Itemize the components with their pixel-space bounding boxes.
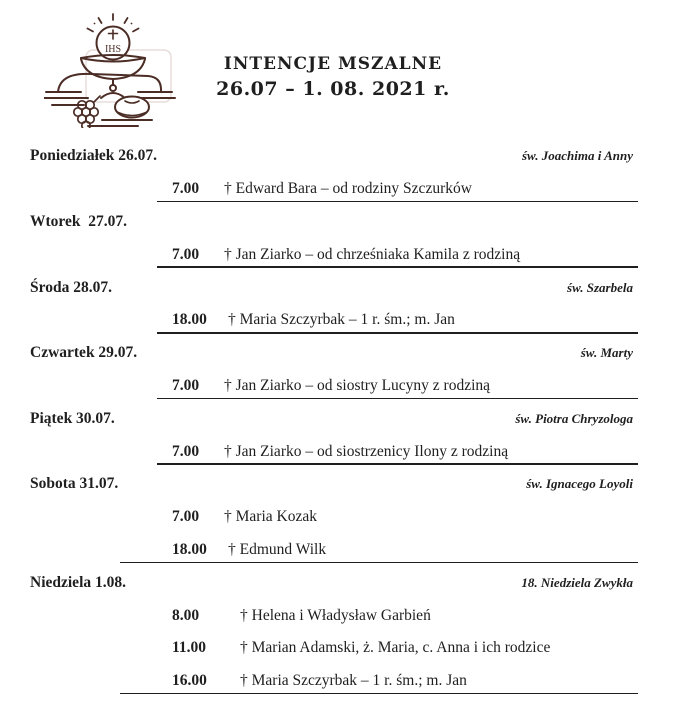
mass-time: 7.00 [172,376,200,394]
day-section [0,271,698,337]
mass-intention: † Maria Szczyrbak – 1 r. śm.; m. Jan [228,311,455,329]
separator-line [157,201,638,203]
grapes-icon [74,96,100,128]
mass-time: 7.00 [172,508,200,526]
day-section [0,402,698,468]
mass-time: 18.00 [172,540,207,558]
feast-note: św. Szarbela [567,279,633,295]
mass-intention: † Edmund Wilk [228,540,327,558]
mass-row [0,534,698,567]
day-header-row [0,140,698,173]
separator-line [157,332,638,334]
mass-intention: † Jan Ziarko – od chrześniaka Kamila z rodziną [224,245,521,263]
mass-intention: † Helena i Władysław Garbień [240,606,431,624]
day-header-row [0,402,698,435]
day-header-row [0,337,698,370]
mass-row [0,173,698,206]
mass-intention: † Marian Adamski, ż. Maria, c. Anna i ich rodzice [240,639,551,657]
mass-time: 8.00 [172,606,200,624]
mass-row [0,370,698,403]
mass-intention: † Jan Ziarko – od siostrzenicy Ilony z rodziną [224,442,509,460]
day-header: Czwartek 29.07. [30,344,138,362]
mass-row [0,632,698,665]
day-header: Poniedziałek 26.07. [30,147,158,165]
mass-intention: † Maria Kozak [224,508,317,526]
day-section [0,140,698,206]
day-header: Piątek 30.07. [30,409,115,427]
day-header: Wtorek 27.07. [30,212,128,230]
mass-row [0,304,698,337]
separator-line [157,398,638,400]
chalice-host-ihs-emblem-icon [44,8,178,128]
mass-time: 7.00 [172,245,200,263]
mass-time: 7.00 [172,180,200,198]
day-header-row [0,468,698,501]
day-header-row [0,271,698,304]
separator-line [157,266,638,268]
separator-line [120,562,638,564]
feast-note: 18. Niedziela Zwykła [521,574,633,590]
mass-row [0,665,698,698]
date-range: 26.07 – 1. 08. 2021 r. [216,78,450,100]
day-header-row [0,206,698,239]
mass-intention: † Jan Ziarko – od siostry Lucyny z rodziną [224,376,491,394]
day-header: Niedziela 1.08. [30,573,126,591]
table-lines-icon [44,92,175,126]
feast-note: św. Joachima i Anny [521,148,633,164]
schedule [0,140,698,698]
day-section [0,566,698,697]
separator-line [120,693,638,695]
mass-row [0,238,698,271]
feast-note: św. Piotra Chryzologa [515,410,633,426]
page-title: INTENCJE MSZALNE [223,54,443,74]
mass-row [0,501,698,534]
day-header: Sobota 31.07. [30,475,119,493]
day-section [0,206,698,272]
separator-line [157,463,638,465]
mass-intention: † Edward Bara – od rodziny Szczurków [224,180,472,198]
mass-row [0,435,698,468]
mass-time: 7.00 [172,442,200,460]
host-ihs-text: IHS [104,44,122,55]
day-header: Środa 28.07. [30,278,112,296]
mass-time: 16.00 [172,672,207,690]
day-section [0,337,698,403]
feast-note: św. Marty [580,345,633,361]
mass-intention: † Maria Szczyrbak – 1 r. śm.; m. Jan [240,672,467,690]
feast-note: św. Ignacego Loyoli [526,476,633,492]
day-section [0,468,698,566]
mass-row [0,599,698,632]
bread-bun-icon [115,97,149,118]
title-block [160,52,506,102]
mass-time: 11.00 [172,639,207,657]
day-header-row [0,566,698,599]
mass-time: 18.00 [172,311,207,329]
